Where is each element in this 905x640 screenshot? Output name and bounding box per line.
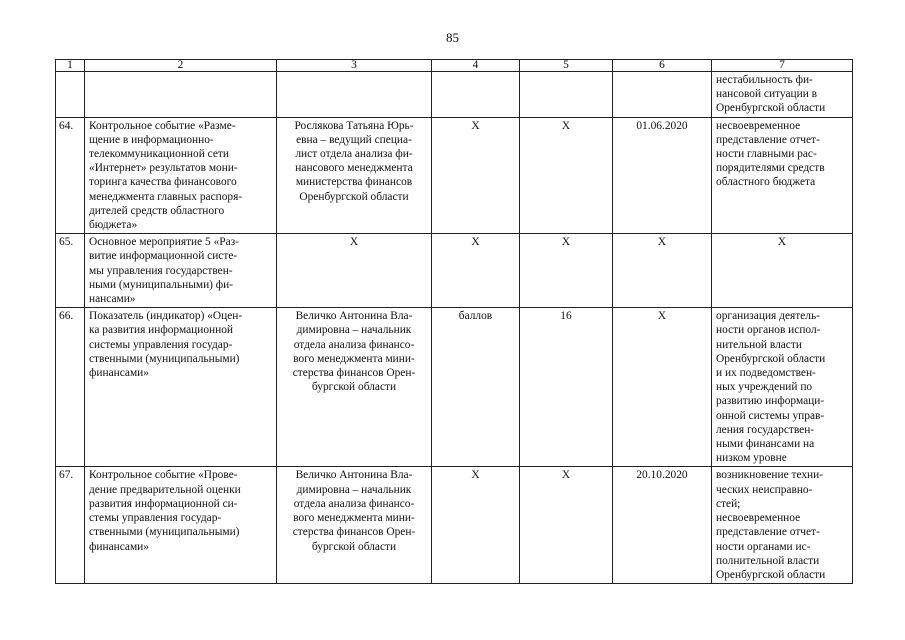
text-line: мы управления государствен- [89,264,233,277]
value-cell: 16 [520,308,613,467]
text-line: вого менеджмента мини- [293,352,415,365]
text-line: дение предварительной оценки [89,483,241,496]
column-number: 6 [613,60,712,72]
risk-cell [712,234,853,308]
text-line: ности органов испол- [716,324,821,337]
text-line: несвоевременное [716,119,801,132]
table-row [56,467,853,584]
row-number-cell: 67. [56,467,85,584]
text-line: ности главными рас- [716,148,817,161]
empty-cell [85,72,277,118]
text-line: ственными (муниципальными) [89,526,240,539]
text-line: финансами» [89,540,149,553]
text-line: Величко Антонина Вла- [295,469,413,482]
text-line: Величко Антонина Вла- [295,310,413,323]
text-line: димировна – начальник [296,483,412,496]
responsible-cell [277,308,432,467]
column-number: 3 [277,60,432,72]
text-line: Х [777,236,787,249]
text-line: развития информационной си- [89,497,238,510]
responsible-cell [277,117,432,234]
text-line: Показатель (индикатор) «Оцен- [89,310,243,323]
text-line: нестабильность фи- [716,74,813,86]
date-cell: Х [613,234,712,308]
risk-cell [712,308,853,467]
value-cell: Х [520,467,613,584]
empty-cell [613,72,712,118]
text-line: ных учреждений по [716,381,813,394]
text-line: стей; [716,497,741,510]
text-line: Оренбургской области [716,102,826,115]
unit-cell: Х [432,117,520,234]
page-number: 85 [446,30,459,45]
table-row [56,308,853,467]
row-number-cell: 65. [56,234,85,308]
column-number: 1 [56,60,85,72]
text-line: евна – ведущий специа- [296,133,412,146]
text-line: стемы управления государ- [89,512,222,525]
text-line: отдела анализа финансо- [293,497,415,510]
text-line: представление отчет- [716,133,820,146]
text-line: представление отчет- [716,526,820,539]
text-line: организация деятель- [716,310,820,323]
text-line: финансами» [89,367,149,380]
empty-cell [432,72,520,118]
text-line: телекоммуникационной сети [89,148,229,161]
text-line: нансами» [89,293,136,306]
text-line: отдела анализа финансо- [293,338,415,351]
text-line: министерства финансов [295,176,413,189]
text-line: ственными (муниципальными) [89,352,240,365]
column-number: 5 [520,60,613,72]
text-line: бургской области [311,381,397,394]
risk-cell [712,467,853,584]
row-number-cell: 66. [56,308,85,467]
text-line: возникновение техни- [716,469,824,482]
text-line: Рослякова Татьяна Юрь- [294,119,414,132]
text-line: вого менеджмента мини- [293,512,415,525]
text-line: витие информационной систе- [89,250,238,263]
text-line: дителей средств областного [89,204,225,217]
text-line: порядителями средств [716,162,825,175]
column-number: 7 [712,60,853,72]
empty-cell [520,72,613,118]
text-line: ными финансами на [716,438,815,451]
text-line: димировна – начальник [296,324,412,337]
text-line: Контрольное событие «Разме- [89,119,236,132]
text-line: ка развития информационной [89,324,233,337]
value-cell: Х [520,117,613,234]
date-cell: 20.10.2020 [613,467,712,584]
plan-table [55,59,853,584]
column-number: 2 [85,60,277,72]
text-line: онной системы управ- [716,409,825,422]
event-cell [85,234,277,308]
text-line: нансовой ситуации в [716,88,818,101]
unit-cell: Х [432,234,520,308]
table-row [56,234,853,308]
text-line: лист отдела анализа фи- [295,148,413,161]
empty-cell [56,72,85,118]
text-line: нансового менеджмента [295,162,413,175]
text-line: развитию информаци- [716,395,825,408]
text-line: низком уровне [716,452,787,465]
text-line: Оренбургской области [716,568,826,581]
text-line: нительной власти [716,338,802,351]
text-line: ными (муниципальными) фи- [89,278,234,291]
event-cell [85,467,277,584]
text-line: ности органами ис- [716,540,811,553]
text-line: бюджета» [89,219,138,232]
empty-cell [277,72,432,118]
table-row [56,117,853,234]
text-line: и их подведомствен- [716,367,816,380]
text-line: Основное мероприятие 5 «Раз- [89,236,239,249]
text-line: Оренбургской области [299,190,409,203]
event-cell [85,308,277,467]
text-line: ления государствен- [716,423,815,436]
text-line: бургской области [311,540,397,553]
unit-cell: Х [432,467,520,584]
text-line: торинга качества финансового [89,176,237,189]
column-number: 4 [432,60,520,72]
text-line: щение в информационно- [89,133,214,146]
risk-cell [712,72,853,118]
date-cell: Х [613,308,712,467]
text-line: Контрольное событие «Прове- [89,469,238,482]
column-number-row [56,60,853,72]
text-line: ческих неисправно- [716,483,813,496]
text-line: стерства финансов Орен- [292,526,416,539]
text-line: полнительной власти [716,554,820,567]
text-line: стерства финансов Орен- [292,367,416,380]
unit-cell: баллов [432,308,520,467]
responsible-cell [277,467,432,584]
risk-cell [712,117,853,234]
text-line: «Интернет» результатов мони- [89,162,238,175]
responsible-cell [277,234,432,308]
date-cell: 01.06.2020 [613,117,712,234]
continuation-row [56,72,853,118]
row-number-cell: 64. [56,117,85,234]
value-cell: Х [520,234,613,308]
text-line: несвоевременное [716,512,801,525]
event-cell [85,117,277,234]
text-line: Оренбургской области [716,352,826,365]
text-line: Х [349,236,359,249]
text-line: областного бюджета [716,176,816,189]
text-line: менеджмента главных распоря- [89,190,243,203]
text-line: системы управления государ- [89,338,233,351]
